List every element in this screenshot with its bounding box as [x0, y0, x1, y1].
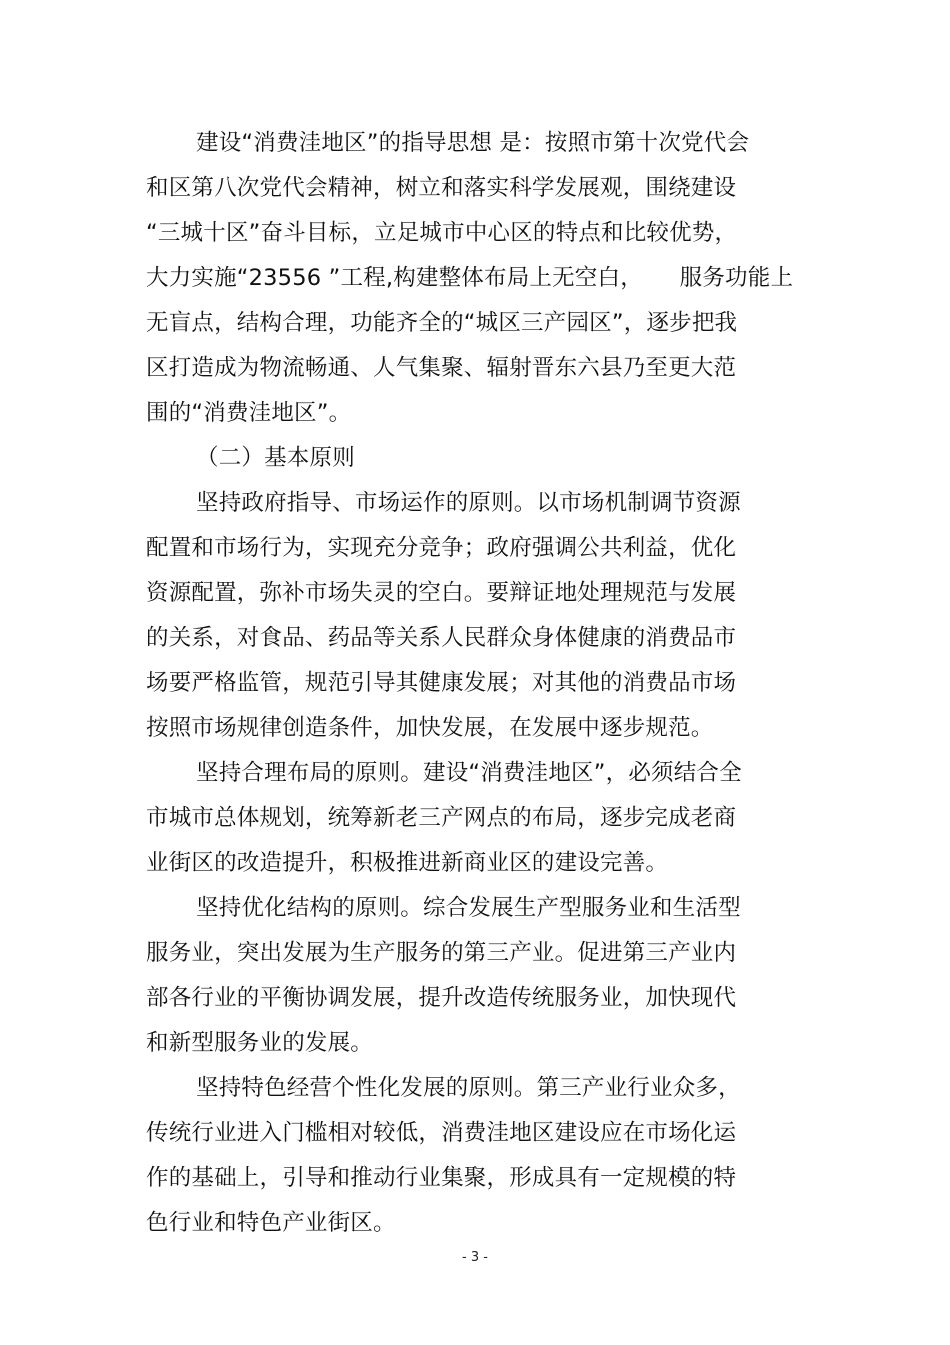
text-line-19: 服务业，突出发展为生产服务的第三产业。促进第三产业内: [146, 940, 737, 966]
text-line-16: 市城市总体规划，统筹新老三产网点的布局，逐步完成老商: [146, 805, 737, 831]
text-line-15: 坚持合理布局的原则。建设“消费洼地区”，必须结合全: [196, 760, 742, 786]
text-line-24: 作的基础上，引导和推动行业集聚，形成具有一定规模的特: [146, 1165, 737, 1191]
text-line-12: 的关系，对食品、药品等关系人民群众身体健康的消费品市: [146, 625, 737, 651]
text-line-20: 部各行业的平衡协调发展，提升改造传统服务业，加快现代: [146, 985, 737, 1011]
text-line-7: 围的“消费洼地区”。: [146, 400, 352, 426]
text-line-25: 色行业和特色产业街区。: [146, 1210, 396, 1236]
text-line-14: 按照市场规律创造条件，加快发展，在发展中逐步规范。: [146, 715, 714, 741]
text-line-13: 场要严格监管，规范引导其健康发展；对其他的消费品市场: [146, 670, 737, 696]
text-line-11: 资源配置，弥补市场失灵的空白。要辩证地处理规范与发展: [146, 580, 737, 606]
text-line-4: 大力实施“23556 ”工程,构建整体布局上无空白， 服务功能上: [146, 265, 794, 291]
text-line-2: 和区第八次党代会精神，树立和落实科学发展观，围绕建设: [146, 175, 737, 201]
text-line-18: 坚持优化结构的原则。综合发展生产型服务业和生活型: [196, 895, 741, 921]
text-line-5: 无盲点，结构合理，功能齐全的“城区三产园区”，逐步把我: [146, 310, 738, 336]
text-line-17: 业街区的改造提升，积极推进新商业区的建设完善。: [146, 850, 669, 876]
text-line-3: “三城十区”奋斗目标，立足城市中心区的特点和比较优势，: [146, 220, 738, 246]
text-line-21: 和新型服务业的发展。: [146, 1030, 374, 1056]
text-line-10: 配置和市场行为，实现充分竞争；政府强调公共利益，优化: [146, 535, 737, 561]
page-number: - 3 -: [462, 1250, 488, 1265]
text-line-1: 建设“消费洼地区”的指导思想 是：按照市第十次党代会: [196, 130, 750, 156]
text-line-22: 坚持特色经营个性化发展的原则。第三产业行业众多，: [196, 1075, 741, 1101]
text-line-9: 坚持政府指导、市场运作的原则。以市场机制调节资源: [196, 490, 741, 516]
text-line-23: 传统行业进入门槛相对较低，消费洼地区建设应在市场化运: [146, 1120, 737, 1146]
section-heading: （二）基本原则: [196, 445, 355, 471]
text-line-6: 区打造成为物流畅通、人气集聚、辐射晋东六县乃至更大范: [146, 355, 737, 381]
